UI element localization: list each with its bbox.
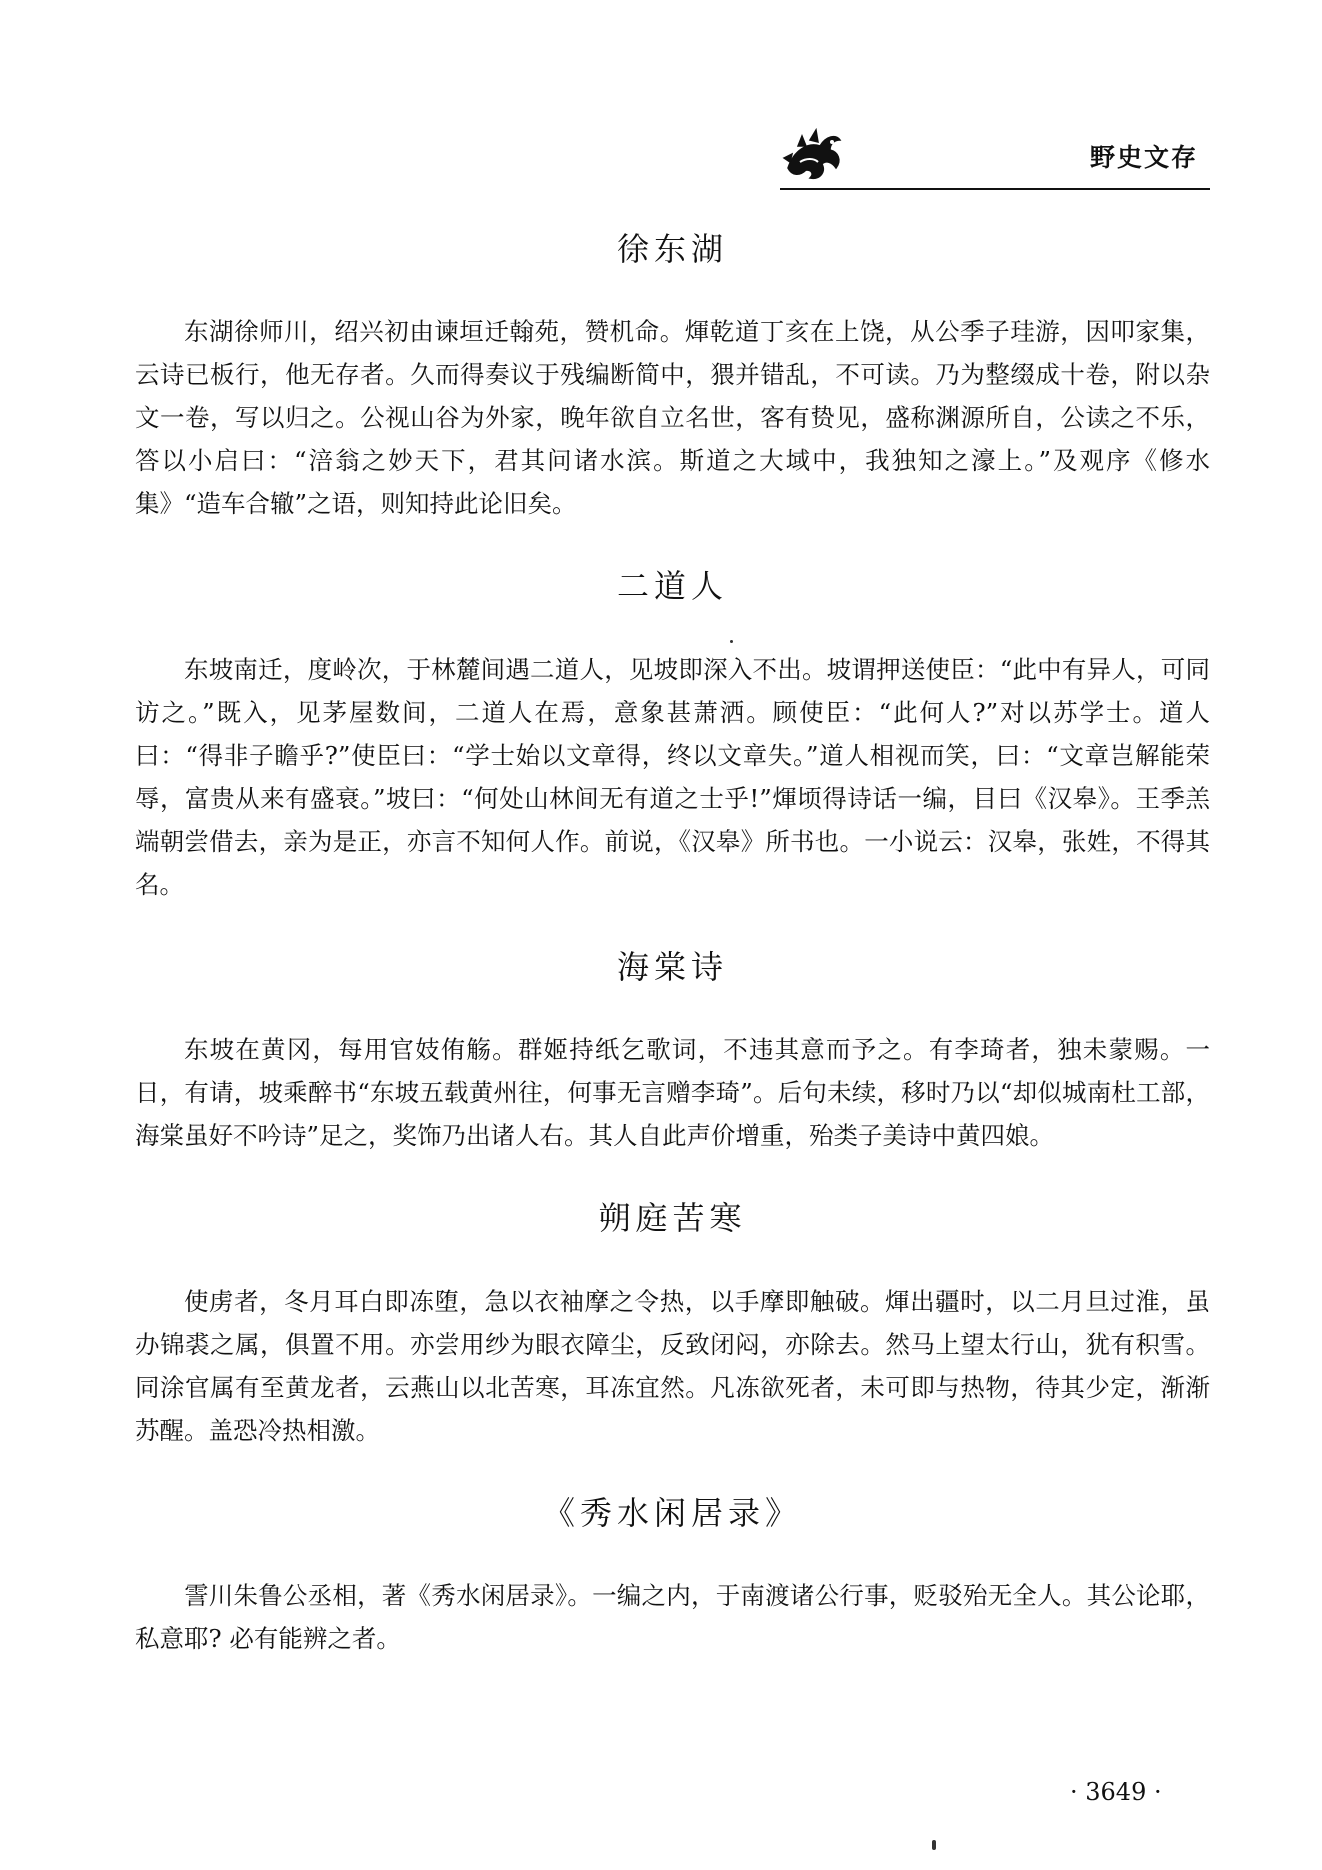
article-xiushui-record	[135, 1494, 1210, 1660]
article-title: 朔庭苦寒	[598, 1199, 747, 1238]
article-two-taoists	[135, 567, 1210, 905]
article-body: 东湖徐师川，绍兴初由谏垣迁翰苑，赞机命。煇乾道丁亥在上饶，从公季子珪游，因叩家集，云诗已板行，他无存者。久而得奏议于残编断简中，猥并错乱，不可读。乃为整缀成十卷，附以杂文一卷，写以归之。公视山谷为外家，晚年欲自立名世，客有贽见，盛称渊源所自，公读之不乐，答以小启曰：“涪翁之妙天下，君其问诸水滨。斯道之大域中，我独知之濠上。”及观序《修水集》“造车合辙”之语，则知持此论旧矣。	[135, 317, 1210, 519]
page-number: · 3649 ·	[1070, 1778, 1162, 1806]
article-title: 徐东湖	[616, 230, 728, 268]
article-begonia-poem	[135, 948, 1210, 1157]
dragon-emblem-icon	[780, 128, 846, 184]
running-header-title: 野史文存	[1089, 143, 1198, 172]
article-xu-donghu	[135, 230, 1210, 525]
running-header	[780, 108, 1210, 188]
scan-speck	[932, 1840, 936, 1850]
article-body: 东坡南迁，度岭次，于林麓间遇二道人，见坡即深入不出。坡谓押送使臣：“此中有异人，可同访之。”既入，见茅屋数间，二道人在焉，意象甚萧洒。顾使臣：“此何人?”对以苏学士。道人曰：“得非子瞻乎?”使臣曰：“学士始以文章得，终以文章失。”道人相视而笑，曰：“文章岂解能荣辱，富贵从来有盛衰。”坡曰：“何处山林间无有道之士乎!”煇顷得诗话一编，目曰《汉皋》。王季羔端朝尝借去，亲为是正，亦言不知何人作。前说，《汉皋》所书也。一小说云：汉皋，张姓，不得其名。	[135, 654, 1210, 899]
article-title: 《秀水闲居录》	[542, 1493, 802, 1532]
article-body: 使虏者，冬月耳白即冻堕，急以衣袖摩之令热，以手摩即触破。煇出疆时，以二月旦过淮，虽办锦裘之属，俱置不用。亦尝用纱为眼衣障尘，反致闭闷，亦除去。然马上望太行山，犹有积雪。同涂官属有至黄龙者，云燕山以北苦寒，耳冻宜然。凡冻欲死者，未可即与热物，待其少定，渐渐苏醒。盖恐冷热相激。	[135, 1286, 1210, 1445]
page-content	[135, 230, 1210, 1660]
article-northern-cold	[135, 1199, 1210, 1451]
header-rule	[780, 188, 1210, 190]
scan-speck	[730, 640, 733, 643]
article-title: 二道人	[616, 567, 728, 606]
article-body: 东坡在黄冈，每用官妓侑觞。群姬持纸乞歌词，不违其意而予之。有李琦者，独未蒙赐。一日，有请，坡乘醉书“东坡五载黄州往，何事无言赠李琦”。后句未续，移时乃以“却似城南杜工部，海棠虽好不吟诗”足之，奖饰乃出诸人右。其人自此声价增重，殆类子美诗中黄四娘。	[135, 1035, 1210, 1151]
article-title: 海棠诗	[616, 947, 728, 986]
article-body: 霅川朱鲁公丞相，著《秀水闲居录》。一编之内，于南渡诸公行事，贬驳殆无全人。其公论耶，私意耶? 必有能辨之者。	[135, 1580, 1210, 1653]
